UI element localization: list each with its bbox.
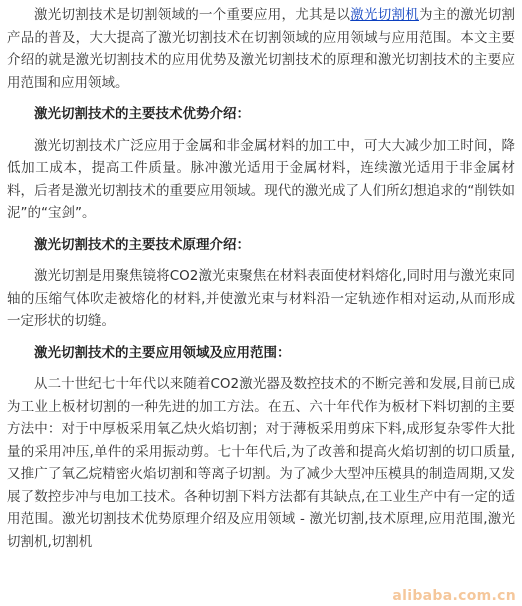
section-body-principle: 激光切割是用聚焦镜将CO2激光束聚焦在材料表面使材料熔化,同时用与激光束同轴的压缩气体吹走被熔化的材料,并使激光束与材料沿一定轨迹作相对运动,从而形成一定形状的切缝。 [7, 268, 515, 329]
intro-text-after-link: 为主的激光切割产品的普及，大大提高了激光切割技术在切割领域的应用领域与应用范围。本文主要介绍的就是激光切割技术的应用优势及激光切割技术的原理和激光切割技术的主要应用范围和应用领域。 [7, 7, 515, 91]
section-body-advantages: 激光切割技术广泛应用于金属和非金属材料的加工中，可大大减少加工时间，降低加工成本，提高工件质量。脉冲激光适用于金属材料，连续激光适用于非金属材料，后者是激光切割技术的重要应用领域。现代的激光成了人们所幻想追求的“削铁如泥”的“宝剑”。 [7, 137, 515, 221]
section-heading-applications: 激光切割技术的主要应用领域及应用范围： [34, 344, 291, 361]
section-heading-advantages: 激光切割技术的主要技术优势介绍： [34, 106, 250, 122]
section-body-applications: 从二十世纪七十年代以来随着CO2激光器及数控技术的不断完善和发展,目前已成为工业上板材切割的一种先进的加工方法。在五、六十年代作为板材下料切割的主要方法中：对于中厚板采用氧乙炔火焰切割；对于薄板采用剪床下料,成形复杂零件大批量的采用冲压,单件的采用振动剪。七十年代后,为了改善和提高火焰切割的切口质量,又推广了氧乙烷精密火焰切割和等离子切割。为了减少大型冲压模具的制造周期,又发展了数控步冲与电加工技术。各种切割下料方法都有其缺点,在工业生产中有一定的适用范围。激光切割技术优势原理介绍及应用领域 - 激光切割,技术原理,应用范围,激光切割机,切割机 [7, 376, 515, 550]
intro-paragraph [7, 4, 515, 94]
laser-cutter-link[interactable]: 激光切割机 [350, 7, 419, 23]
intro-text-before-link: 激光切割技术是切割领域的一个重要应用，尤其是以 [34, 7, 351, 23]
section-heading-principle: 激光切割技术的主要技术原理介绍： [34, 236, 250, 253]
site-watermark: alibaba.com.cn [392, 588, 516, 604]
